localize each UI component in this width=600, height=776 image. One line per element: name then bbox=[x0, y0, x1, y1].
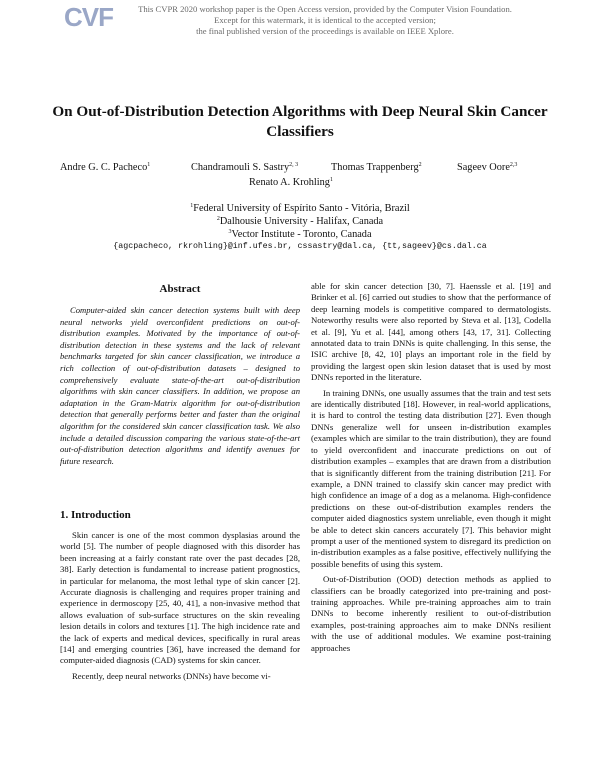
author-affiliation-mark: 2,3 bbox=[509, 162, 518, 168]
author-affiliation-mark: 2, 3 bbox=[289, 162, 299, 168]
affiliation-text: Federal University of Espírito Santo - Vitória, Brazil bbox=[193, 203, 410, 214]
author-name: Thomas Trappenberg bbox=[331, 162, 419, 173]
open-access-banner bbox=[110, 4, 540, 37]
affiliation-text: Vector Institute - Toronto, Canada bbox=[231, 229, 372, 240]
paper-title bbox=[40, 102, 560, 142]
affiliation bbox=[100, 226, 500, 241]
abstract-heading: Abstract bbox=[159, 283, 201, 295]
author bbox=[457, 159, 517, 174]
affiliation-mark: 1 bbox=[190, 203, 194, 209]
author-affiliation-mark: 1 bbox=[147, 162, 151, 168]
author bbox=[249, 174, 333, 189]
affiliation-text: Dalhousie University - Halifax, Canada bbox=[219, 216, 384, 227]
banner-line: Except for this watermark, it is identical to the accepted version; bbox=[214, 15, 436, 25]
cvf-logo: CVF bbox=[64, 2, 113, 32]
banner-line: This CVPR 2020 workshop paper is the Open Access version, provided by the Computer Vision Foundation. bbox=[138, 4, 512, 14]
introduction-heading: 1. Introduction bbox=[60, 509, 131, 521]
author-affiliation-mark: 2 bbox=[418, 162, 422, 168]
abstract-text: Computer-aided skin cancer detection systems built with deep neural networks yield overconfident predictions on out-of-distribution examples. Motivated by the importance of out-of-distribution detection in these systems and the lack of relevant benchmarks targeted for skin cancer classification, we introduce a rich collection of out-of-distribution datasets – designed to comprehensively evaluate state-of-the-art out-of-distribution algorithms with skin cancer classifiers. In addition, we propose an adaptation in the Gram-Matrix algorithm for out-of-distribution detection that generally performs better and faster than the original algorithm for the considered skin cancer classification task. We also include a detailed discussion comparing the various state-of-the-art out-of-distribution detection algorithms and identify avenues for future research. bbox=[60, 305, 300, 466]
author bbox=[60, 159, 150, 174]
paragraph: able for skin cancer detection [30, 7]. Haenssle et al. [19] and Brinker et al. [6] carried out studies to show that the performance of deep learning models is competitive compared to dermatologists. Noteworthy results were also reported by Steva et al. [13], Codella et al. [9], Yu et al. [44], among others [43, 17, 31]. Collecting annotated data to train DNNs is quite challenging. In this sense, the ISIC archive [8, 42, 10] plays an important role in the field by providing the largest open skin lesion dataset that is used by most DNNs reported in the literature. bbox=[311, 281, 551, 383]
author-emails: {agcpacheco, rkrohling}@inf.ufes.br, cssastry@dal.ca, {tt,sageev}@cs.dal.ca bbox=[113, 242, 487, 251]
right-column-body bbox=[311, 281, 551, 658]
left-column-body bbox=[60, 530, 300, 686]
affiliation-mark: 3 bbox=[228, 229, 232, 235]
author-affiliation-mark: 1 bbox=[329, 177, 333, 183]
affiliation-mark: 2 bbox=[216, 216, 220, 222]
author-name: Renato A. Krohling bbox=[249, 177, 330, 188]
title-line: Classifiers bbox=[266, 123, 334, 140]
paragraph: Out-of-Distribution (OOD) detection methods as applied to classifiers can be broadly categorized into pre-training and post-training approaches. While pre-training approaches aim to train DNNs to become inherently resilient to out-of-distribution examples, post-training approaches aim to make DNNs resilient with the use of additional modules. We examine post-training approaches bbox=[311, 574, 551, 653]
author-name: Andre G. C. Pacheco bbox=[60, 162, 148, 173]
title-line: On Out-of-Distribution Detection Algorithms with Deep Neural Skin Cancer bbox=[52, 103, 548, 120]
paragraph: Skin cancer is one of the most common dysplasias around the world [5]. The number of people diagnosed with this disorder has been increasing at a fairly constant rate over the past decades [28, 38]. Early detection is fundamental to increase patient prognostics, in particular for melanoma, the most lethal type of skin cancer [2]. Accurate diagnosis is challenging and requires proper training and experience in dermoscopy [25, 40, 41], a non-invasive method that allows evaluation of sub-surface structures on the skin revealing lesion details in colors and textures [1]. The high incidence rate and the lack of experts and medical devices, specifically in rural areas [14] and emerging countries [36], have increased the demand for computer-aided diagnosis (CAD) systems for skin cancer. bbox=[60, 530, 300, 666]
paragraph: Recently, deep neural networks (DNNs) have become vi- bbox=[72, 670, 271, 681]
paragraph: In training DNNs, one usually assumes that the train and test sets are identically distributed [18]. However, in real-world applications, it is hard to control the testing data distribution [27]. Even though DNNs generalize well for unseen in-distribution examples (examples which are similar to the train distribution), they are found to yield overconfident and inaccurate predictions on out of distribution examples – examples that are drawn from a distribution that is significantly different from the training distribution [21]. For example, a DNN trained to classify skin cancer may predict with high confidence an image of a dog as a melanoma. High-confidence predictions on these out-of-distribution examples renders the computer aided diagnostics system unreliable, even though it might be able to detect skin cancers accurately [7]. This behavior might prompt a user of the mentioned system to disregard its prediction on in-distribution examples as a false positive, effectively nullifying the possible benefits of using this system. bbox=[311, 387, 551, 569]
banner-line: the final published version of the proceedings is available on IEEE Xplore. bbox=[196, 26, 454, 36]
author-name: Chandramouli S. Sastry bbox=[191, 162, 290, 173]
author bbox=[191, 159, 298, 174]
author bbox=[331, 159, 422, 174]
author-name: Sageev Oore bbox=[457, 162, 510, 173]
